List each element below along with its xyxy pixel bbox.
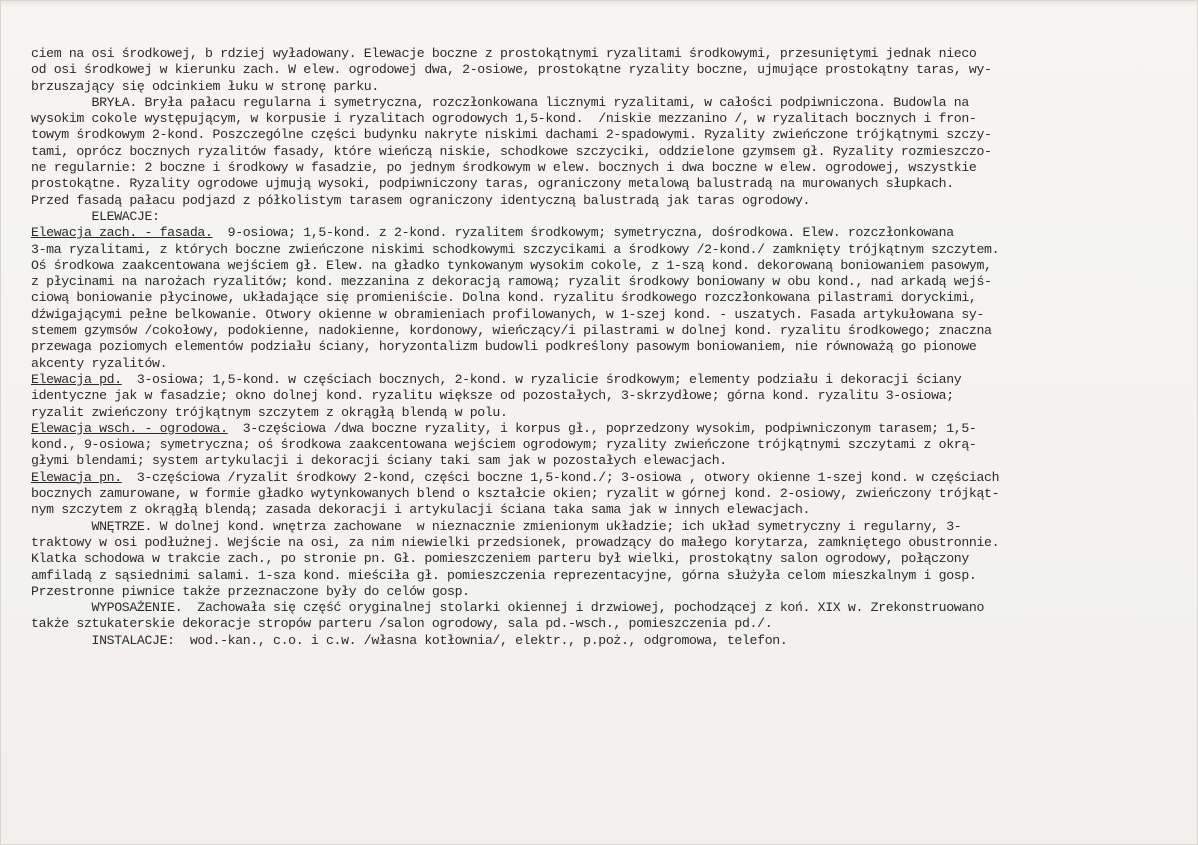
text-line: z płycinami na narożach ryzalitów; kond. mezzanina z dekoracją ramową; ryzalit środkowy boniowany w obu kond., nad arkadą wejś- xyxy=(31,274,992,290)
page-top-edge xyxy=(1,1,1197,7)
text-line xyxy=(31,372,1191,388)
text-line: Oś środkowa zaakcentowana wejściem gł. Elew. na gładko tynkowanym wysokim cokole, z 1-szą kond. dekorowaną boniowaniem pasowym, xyxy=(31,257,992,273)
text-line: tami, oprócz bocznych ryzalitów fasady, które wieńczą niskie, schodkowe szczyciki, oddzielone gzymsem gł. Ryzality rozmieszczo- xyxy=(31,143,992,159)
text-line: 3-ma ryzalitami, z których boczne zwieńczone niskimi schodkowymi szczycikami a środkowy /2-kond./ zamknięty trójkątnym szczytem. xyxy=(31,241,1000,257)
text-line: wysokim cokole występującym, w korpusie i ryzalitach ogrodowych 1,5-kond. /niskie mezzanino /, w ryzalitach bocznych i fron- xyxy=(31,111,977,127)
text-line: kond., 9-osiowa; symetryczna; oś środkowa zaakcentowana wejściem ogrodowym; ryzality zwieńczone trójkątnymi szczytami z okrą- xyxy=(31,437,977,453)
text-line: INSTALACJE: wod.-kan., c.o. i c.w. /własna kotłownia/, elektr., p.poż., odgromowa, telefon. xyxy=(31,632,788,648)
text-line: BRYŁA. Bryła pałacu regularna i symetryczna, rozczłonkowana licznymi ryzalitami, w całości podpiwniczona. Budowla na xyxy=(31,94,969,110)
text-line: WYPOSAŻENIE. Zachowała się część oryginalnej stolarki okiennej i drzwiowej, pochodzącej z koń. XIX w. Zrekonstruowano xyxy=(31,600,985,616)
text-line: Przestronne piwnice także przeznaczone były do celów gosp. xyxy=(31,583,470,599)
text-line: przewaga poziomych elementów podziału ściany, horyzontalizm budowli podkreślony pasowym boniowaniem, nie równoważą go pionowe xyxy=(31,339,977,355)
text-line: prostokątne. Ryzality ogrodowe ujmują wysoki, podpiwniczony taras, ograniczony metalową balustradą na murowanych słupkach. xyxy=(31,176,954,192)
typewritten-text xyxy=(31,46,1191,649)
text-line: od osi środkowej w kierunku zach. W elew. ogrodowej dwa, 2-osiowe, prostokątne ryzality boczne, ujmujące prostokątny taras, wy- xyxy=(31,62,992,78)
text-line: stemem gzymsów /cokołowy, podokienne, nadokienne, kordonowy, wieńczący/i pilastrami w dolnej kond. ryzalitu środkowego; znaczna xyxy=(31,323,992,339)
section-heading: Elewacja zach. - fasada. xyxy=(31,225,213,241)
text-line: brzuszający się odcinkiem łuku w stronę parku. xyxy=(31,78,379,94)
section-heading: Elewacja wsch. - ogrodowa. xyxy=(31,420,228,436)
section-heading: Elewacja pd. xyxy=(31,371,122,387)
line-text: 9-osiowa; 1,5-kond. z 2-kond. ryzalitem środkowym; symetryczna, dośrodkowa. Elew. rozczłonkowana xyxy=(212,225,954,241)
text-line: WNĘTRZE. W dolnej kond. wnętrza zachowane w nieznacznie zmienionym układzie; ich układ symetryczny i regularny, 3- xyxy=(31,518,962,534)
text-line: amfiladą z sąsiednimi salami. 1-sza kond. mieściła gł. pomieszczenia reprezentacyjne, górna służyła celom mieszkalnym i gosp. xyxy=(31,567,977,583)
section-heading: Elewacja pn. xyxy=(31,469,122,485)
text-line: ciem na osi środkowej, b rdziej wyładowany. Elewacje boczne z prostokątnymi ryzalitami środkowymi, przesuniętymi jednak nieco xyxy=(31,46,977,61)
text-line xyxy=(31,470,1191,486)
line-text: 3-częściowa /ryzalit środkowy 2-kond, części boczne 1,5-kond./; 3-osiowa , otwory okienne 1-szej kond. w częściach xyxy=(121,469,1000,485)
text-line xyxy=(31,225,1191,241)
text-line: głymi blendami; system artykulacji i dekoracji ściany taki sam jak w pozostałych elewacjach. xyxy=(31,453,727,469)
text-line: ryzalit zwieńczony trójkątnym szczytem z okrągłą blendą w polu. xyxy=(31,404,508,420)
line-text: 3-częściowa /dwa boczne ryzality, i korpus gł., poprzedzony wysokim, podpiwniczonym tarasem; 1,5- xyxy=(227,420,977,436)
text-line: akcenty ryzalitów. xyxy=(31,355,168,371)
text-line: ciową boniowanie płycinowe, układające się promieniście. Dolna kond. ryzalitu środkowego rozczłonkowana pilastrami doryckimi, xyxy=(31,290,977,306)
text-line: także sztukaterskie dekoracje stropów parteru /salon ogrodowy, sala pd.-wsch., pomieszczenia pd./. xyxy=(31,616,773,632)
text-line: ne regularnie: 2 boczne i środkowy w fasadzie, po jednym środkowym w elew. bocznych i dwa boczne w elew. ogrodowej, wszystkie xyxy=(31,160,977,176)
line-text: 3-osiowa; 1,5-kond. w częściach bocznych, 2-kond. w ryzalicie środkowym; elementy podziału i dekoracji ściany xyxy=(121,371,962,387)
text-line: Przed fasadą pałacu podjazd z półkolistym tarasem ograniczony identyczną balustradą jak taras ogrodowy. xyxy=(31,192,811,208)
text-line: identyczne jak w fasadzie; okno dolnej kond. ryzalitu większe od pozostałych, 3-skrzydłowe; górna kond. ryzalitu 3-osiowa; xyxy=(31,388,954,404)
text-line: towym środkowym 2-kond. Poszczególne części budynku nakryte niskimi dachami 2-spadowymi. Ryzality zwieńczone trójkątnymi szczy- xyxy=(31,127,992,143)
text-line: dźwigającymi pełne belkowanie. Otwory okienne w obramieniach profilowanych, w 1-szej kond. - uszatych. Fasada artykułowana sy- xyxy=(31,306,985,322)
text-line: Klatka schodowa w trakcie zach., po stronie pn. Gł. pomieszczeniem parteru był wielki, prostokątny salon ogrodowy, połączony xyxy=(31,551,969,567)
text-line: nym szczytem z okrągłą blendą; zasada dekoracji i artykulacji ściana taka sama jak w innych elewacjach. xyxy=(31,502,811,518)
text-line: ELEWACJE: xyxy=(31,208,160,224)
text-line xyxy=(31,421,1191,437)
text-line: bocznych zamurowane, w formie gładko wytynkowanych blend o kształcie okien; ryzalit w górnej kond. 2-osiowy, zwieńczony trójkąt- xyxy=(31,486,1000,502)
text-line: traktowy w osi podłużnej. Wejście na osi, za nim niewielki przedsionek, prowadzący do małego korytarza, zamkniętego obustronnie. xyxy=(31,534,1000,550)
